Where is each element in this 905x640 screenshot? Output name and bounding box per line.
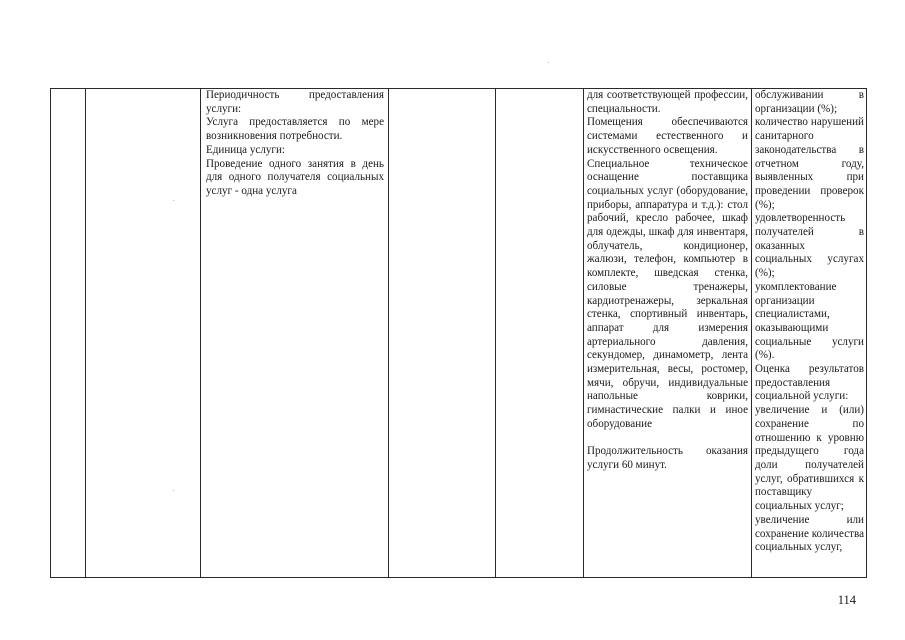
conditions-lighting: Помещения обеспечиваются системами естественного и искусственного освещения. xyxy=(587,116,748,156)
conditions-profession: для соответствующей профессии, специальности. xyxy=(587,89,748,115)
indicator-staffing: укомплектование организации специалистами, оказывающими социальные услуги (%). xyxy=(755,280,864,362)
cell-quality-indicators xyxy=(752,89,867,578)
unit-value: Проведение одного занятия в день для одного получателя социальных услуг - одна услуга xyxy=(206,157,384,197)
cell-deadline xyxy=(389,89,496,578)
conditions-text xyxy=(584,89,751,473)
indicator-complaints: обслуживании в организации (%); xyxy=(755,89,864,115)
indicator-satisfaction: удовлетворенность получателей в оказанных социальных услугах (%); xyxy=(755,212,864,280)
conditions-equipment: Специальное техническое оснащение поставщика социальных услуг (оборудование, приборы, аппаратура и т.д.): стол рабочий, кресло рабочее, шкаф для одежды, шкаф для инвентаря, облучатель, кондиционер, жалюзи, телефон, компьютер в комплекте, шведская стенка, силовые тренажеры, кардиотренажеры, зеркальная стенка, спортивный инвентарь, аппарат для измерения артериального давления, секундомер, динамометр, лента измерительная, весы, ростомер, мячи, обручи, индивидуальные напольные коврики, гимнастические палки и иное оборудование xyxy=(587,157,748,430)
cell-service-name xyxy=(86,89,201,578)
unit-label: Единица услуги: xyxy=(206,143,285,156)
evaluation-share: увеличение и (или) сохранение по отношению к уровню предыдущего года доли получателей услуг, обратившихся к поставщику социальных услуг; xyxy=(755,404,864,513)
scan-speck xyxy=(548,62,549,63)
services-table xyxy=(50,88,867,578)
service-description-text xyxy=(201,89,388,199)
cell-number xyxy=(51,89,86,578)
evaluation-count: увеличение или сохранение количества социальных услуг, xyxy=(755,513,864,554)
cell-conditions xyxy=(584,89,752,578)
quality-indicators-text xyxy=(752,89,866,555)
conditions-duration: Продолжительность оказания услуги 60 минут. xyxy=(587,445,748,471)
cell-service-description xyxy=(201,89,389,578)
periodicity-label: Периодичность предоставления услуги: xyxy=(206,89,384,115)
cell-cost xyxy=(496,89,584,578)
indicator-violations: количество нарушений санитарного законодательства в отчетном году, выявленных при проведении проверок (%); xyxy=(755,116,864,211)
evaluation-label: Оценка результатов предоставления социальной услуги: xyxy=(755,363,864,403)
table-row xyxy=(51,89,867,578)
blank-line xyxy=(587,432,748,446)
periodicity-value: Услуга предоставляется по мере возникновения потребности. xyxy=(206,116,384,143)
page-number: 114 xyxy=(837,593,856,607)
